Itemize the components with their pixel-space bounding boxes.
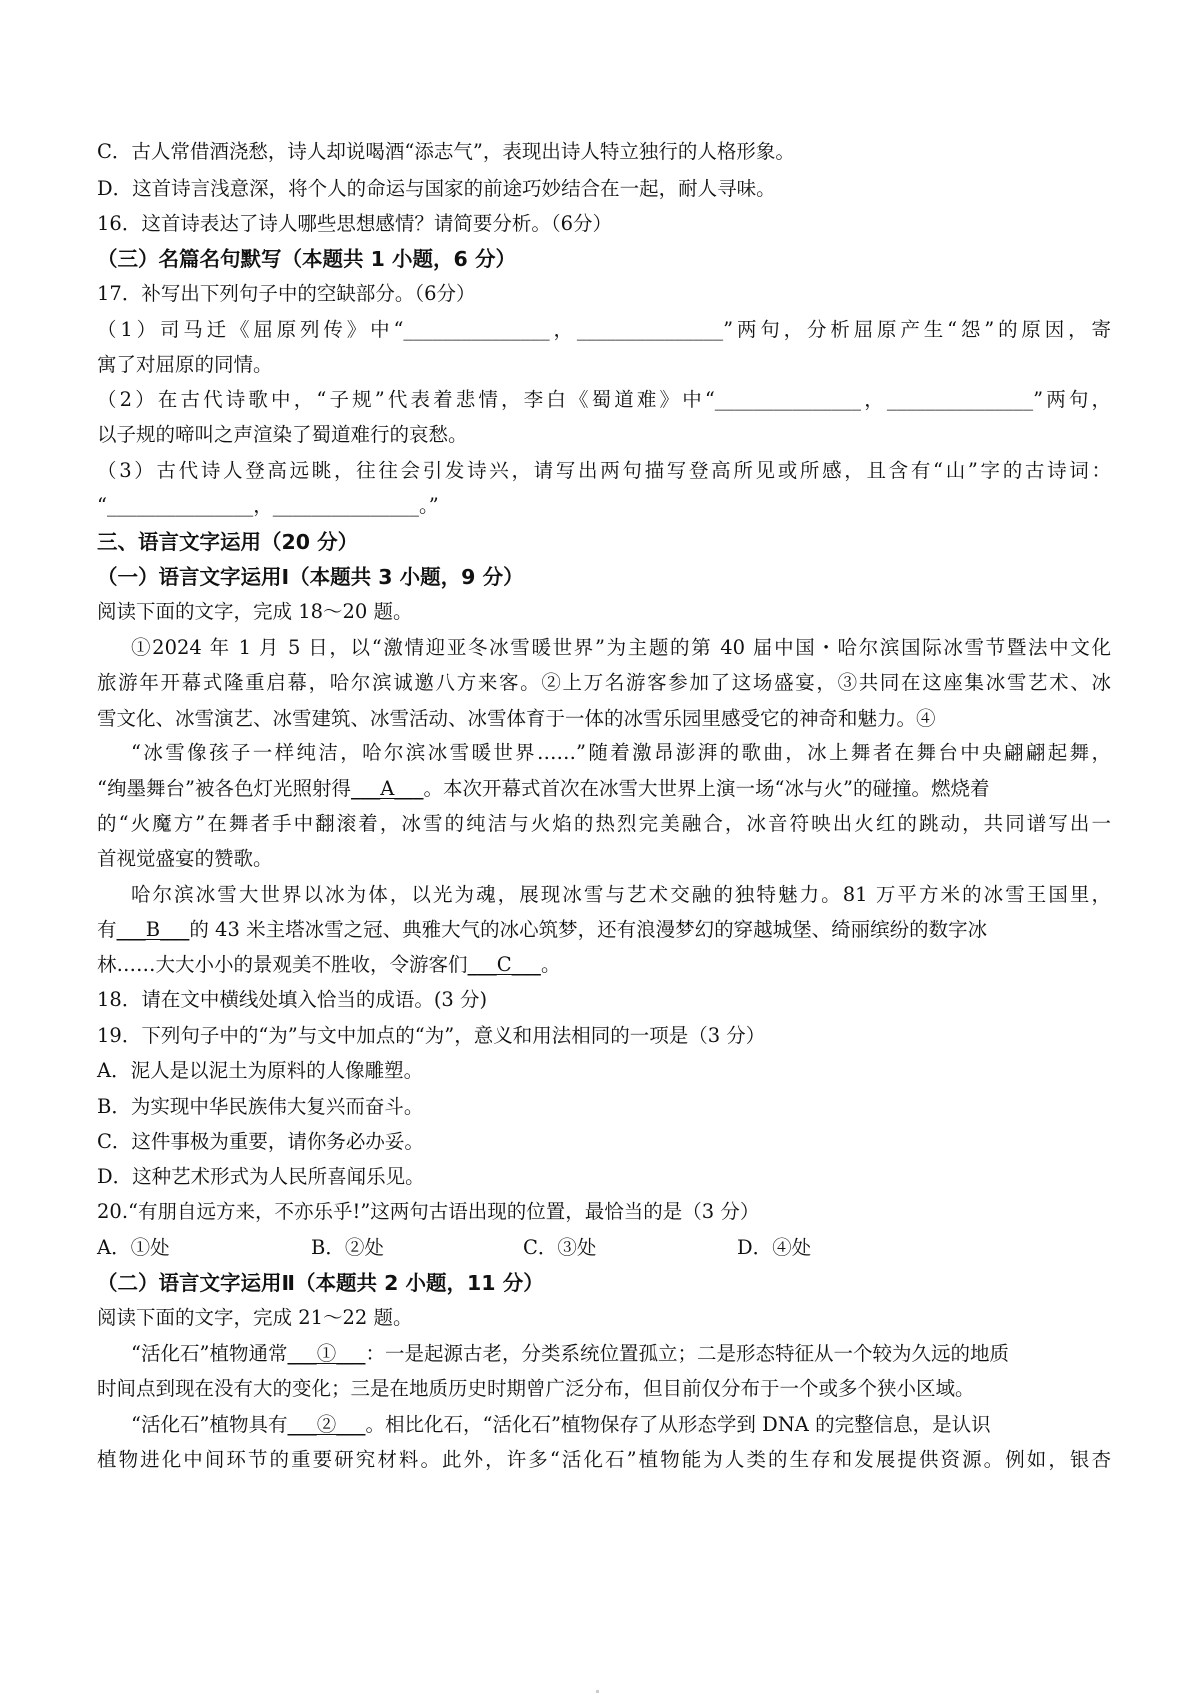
passage2-para2-line1 xyxy=(131,1413,991,1437)
text-segment: ：一是起源古老，分类系统位置孤立；二是形态特征从一个较为久远的地质 xyxy=(365,1342,1009,1365)
passage1-para2-line2 xyxy=(97,777,990,801)
q17-part1-line1: （1）司马迁《屈原列传》中“_______________，_______________”两句，分析屈原产生“怨”的原因，寄 xyxy=(97,318,1111,341)
passage1-para3-line1: 哈尔滨冰雪大世界以冰为体，以光为魂，展现冰雪与艺术交融的独特魅力。81 万平方米的冰雪王国里， xyxy=(131,883,1111,906)
q19-option-a: A．泥人是以泥土为原料的人像雕塑。 xyxy=(97,1059,424,1082)
text-segment: “活化石”植物通常 xyxy=(131,1342,288,1365)
passage2-para1-line2: 时间点到现在没有大的变化；三是在地质历史时期曾广泛分布，但目前仅分布于一个或多个狭小区域。 xyxy=(97,1377,975,1400)
text-segment: 。本次开幕式首次在冰雪大世界上演一场“冰与火”的碰撞。燃烧着 xyxy=(423,777,990,800)
section-heading-famous-lines: （三）名篇名句默写（本题共 1 小题，6 分） xyxy=(97,247,516,271)
q17-part3-line2: “_______________，_______________。” xyxy=(97,494,439,517)
q19-option-b: B．为实现中华民族伟大复兴而奋斗。 xyxy=(97,1095,424,1118)
question-20: 20.“有朋自远方来，不亦乐乎!”这两句古语出现的位置，最恰当的是（3 分） xyxy=(97,1200,760,1223)
part-three-heading: 三、语言文字运用（20 分） xyxy=(97,530,359,554)
passage2-para2-line2: 植物进化中间环节的重要研究材料。此外，许多“活化石”植物能为人类的生存和发展提供资源。例如，银杏 xyxy=(97,1448,1111,1471)
question-16: 16．这首诗表达了诗人哪些思想感情？请简要分析。（6分） xyxy=(97,212,612,235)
text-segment: “绚墨舞台”被各色灯光照射得 xyxy=(97,777,351,800)
blank-b: ___B___ xyxy=(116,918,190,941)
blank-1: ___①___ xyxy=(287,1342,366,1365)
section-heading-language-use-1: （一）语言文字运用Ⅰ（本题共 3 小题，9 分） xyxy=(97,565,524,589)
text-segment: 有 xyxy=(97,918,117,941)
section-heading-language-use-2: （二）语言文字运用Ⅱ（本题共 2 小题，11 分） xyxy=(97,1271,544,1295)
passage1-para2-line1: “冰雪像孩子一样纯洁，哈尔滨冰雪暖世界……”随着激昂澎湃的歌曲，冰上舞者在舞台中央翩翩起舞， xyxy=(131,741,1111,764)
q15-option-c: C．古人常借酒浇愁，诗人却说喝酒“添志气”，表现出诗人特立独行的人格形象。 xyxy=(97,140,795,163)
q17-part2-line1: （2）在古代诗歌中，“子规”代表着悲情，李白《蜀道难》中“_______________，_______________”两句， xyxy=(97,388,1111,411)
passage1-para1-line3: 雪文化、冰雪演艺、冰雪建筑、冰雪活动、冰雪体育于一体的冰雪乐园里感受它的神奇和魅力。④ xyxy=(97,707,936,730)
text-segment: 。 xyxy=(540,953,561,976)
passage1-para1-line2: 旅游年开幕式隆重启幕，哈尔滨诚邀八方来客。②上万名游客参加了这场盛宴，③共同在这座集冰雪艺术、冰 xyxy=(97,671,1111,694)
passage1-para3-line2 xyxy=(97,918,987,942)
question-17: 17．补写出下列句子中的空缺部分。（6分） xyxy=(97,282,476,305)
text-segment: 的 43 米主塔冰雪之冠、典雅大气的冰心筑梦，还有浪漫梦幻的穿越城堡、绮丽缤纷的数字冰 xyxy=(189,918,988,941)
question-19: 19．下列句子中的“为”与文中加点的“为”，意义和用法相同的一项是（3 分） xyxy=(97,1024,766,1047)
q20-option-b: B．②处 xyxy=(311,1236,384,1259)
passage1-para3-line3 xyxy=(97,953,560,977)
q17-part3-line1: （3）古代诗人登高远眺，往往会引发诗兴，请写出两句描写登高所见或所感，且含有“山”字的古诗词： xyxy=(97,459,1111,482)
text-segment: “活化石”植物具有 xyxy=(131,1413,288,1436)
q20-option-a: A．①处 xyxy=(97,1236,170,1259)
q20-option-c: C．③处 xyxy=(523,1236,597,1259)
blank-c: ___C___ xyxy=(467,953,541,976)
passage1-para1-line1: ①2024 年 1 月 5 日，以“激情迎亚冬冰雪暖世界”为主题的第 40 届中国・哈尔滨国际冰雪节暨法中文化 xyxy=(131,636,1111,659)
passage1-para2-line3: 的“火魔方”在舞者手中翻滚着，冰雪的纯洁与火焰的热烈完美融合，冰音符映出火红的跳动，共同谱写出一 xyxy=(97,812,1111,835)
text-segment: 。相比化石，“活化石”植物保存了从形态学到 DNA 的完整信息，是认识 xyxy=(365,1413,991,1436)
question-18: 18．请在文中横线处填入恰当的成语。(3 分) xyxy=(97,988,488,1011)
instruction-18-20: 阅读下面的文字，完成 18～20 题。 xyxy=(97,600,413,623)
q17-part1-line2: 寓了对屈原的同情。 xyxy=(97,353,273,376)
q15-option-d: D．这首诗言浅意深，将个人的命运与国家的前途巧妙结合在一起，耐人寻味。 xyxy=(97,177,776,200)
instruction-21-22: 阅读下面的文字，完成 21～22 题。 xyxy=(97,1306,413,1329)
q20-option-d: D．④处 xyxy=(737,1236,812,1259)
passage2-para1-line1 xyxy=(131,1342,1009,1366)
q19-option-c: C．这件事极为重要，请你务必办妥。 xyxy=(97,1130,424,1153)
footer-dot xyxy=(596,1690,599,1693)
text-segment: 林……大大小小的景观美不胜收，令游客们 xyxy=(97,953,468,976)
passage1-para2-line4: 首视觉盛宴的赞歌。 xyxy=(97,847,273,870)
q17-part2-line2: 以子规的啼叫之声渲染了蜀道难行的哀愁。 xyxy=(97,423,468,446)
q19-option-d: D．这种艺术形式为人民所喜闻乐见。 xyxy=(97,1165,425,1188)
blank-2: ___②___ xyxy=(287,1413,366,1436)
blank-a: ___A___ xyxy=(350,777,424,800)
